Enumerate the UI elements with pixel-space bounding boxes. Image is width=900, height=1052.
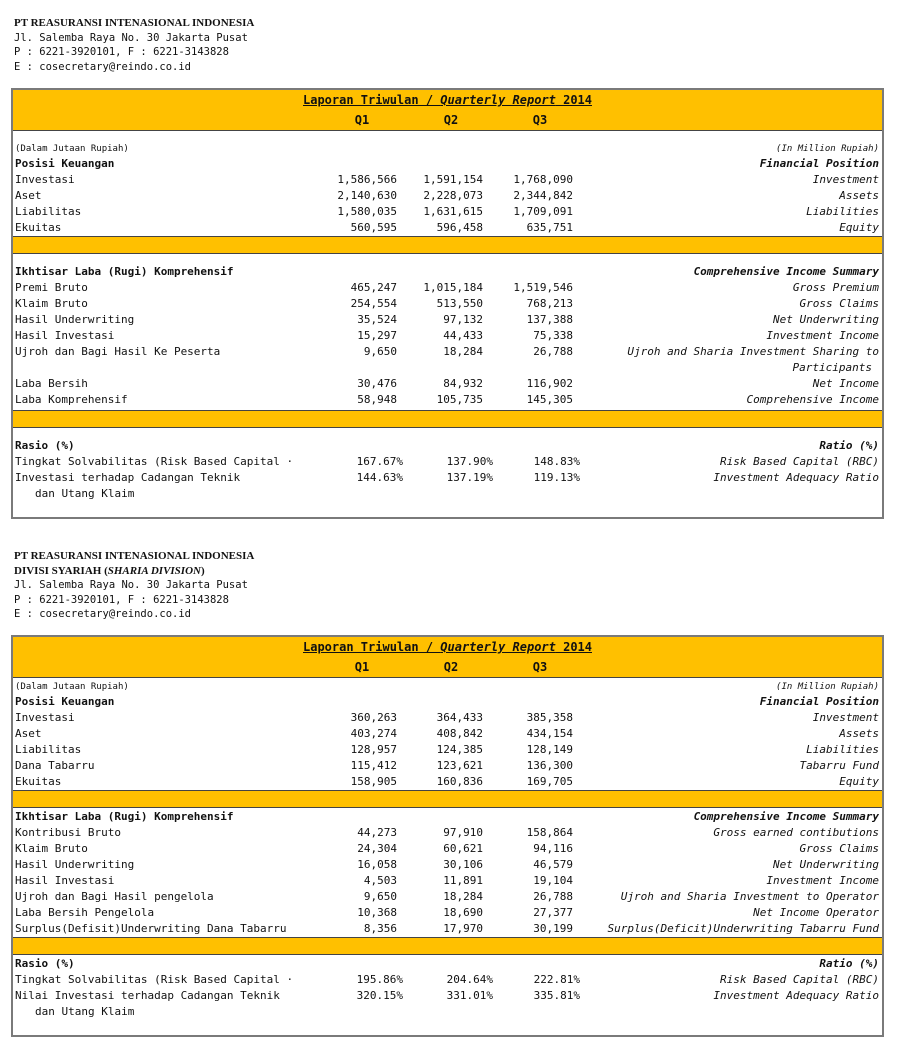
- value-q2: 97,910: [443, 826, 483, 839]
- report-title-part-b: Quarterly Report: [440, 640, 556, 654]
- row-label-id: Laba Bersih Pengelola: [15, 906, 155, 919]
- company-phone: P : 6221-3920101, F : 6221-3143828: [14, 593, 229, 606]
- value-q2: 123,621: [436, 759, 483, 772]
- value-q2: 364,433: [436, 711, 483, 724]
- section-title-ratio-id: Rasio (%): [15, 957, 75, 970]
- value-q1: 4,503: [363, 874, 397, 887]
- value-q1: 8,356: [363, 922, 397, 935]
- row-label-id: Aset: [15, 189, 42, 202]
- value-q3: 30,199: [533, 922, 573, 935]
- unit-label-id: (Dalam Jutaan Rupiah): [15, 682, 129, 692]
- value-q3: 1,519,546: [513, 281, 573, 294]
- col-header-q3: Q3: [532, 113, 548, 127]
- company-phone: P : 6221-3920101, F : 6221-3143828: [14, 46, 229, 59]
- section-title-financial-en: Financial Position: [759, 695, 879, 708]
- section-title-financial-en: Financial Position: [759, 157, 879, 170]
- value-q1: 10,368: [357, 906, 397, 919]
- value-q2: 204.64%: [446, 973, 493, 986]
- value-q1: 58,948: [357, 393, 397, 406]
- company-email: E : cosecretary@reindo.co.id: [14, 608, 192, 621]
- value-q1: 144.63%: [356, 471, 403, 484]
- company-address: Jl. Salemba Raya No. 30 Jakarta Pusat: [14, 579, 248, 592]
- row-label-id: Hasil Investasi: [15, 874, 115, 887]
- value-q2: 97,132: [443, 313, 483, 326]
- value-q2: 1,591,154: [423, 173, 483, 186]
- row-label-en: Risk Based Capital (RBC): [720, 455, 879, 468]
- company-email: E : cosecretary@reindo.co.id: [14, 60, 192, 73]
- value-q1: 35,524: [357, 313, 397, 326]
- value-q3: 75,338: [533, 329, 573, 342]
- row-label-id: Surplus(Defisit)Underwriting Dana Tabarru: [15, 922, 287, 935]
- row-label-en: Gross Claims: [799, 297, 879, 310]
- value-q1: 9,650: [363, 890, 397, 903]
- division-name: [14, 564, 254, 579]
- section-title-financial-id: Posisi Keuangan: [15, 695, 115, 708]
- row-label-id: Investasi terhadap Cadangan Teknik: [15, 471, 241, 484]
- report-title-part-c: 2014: [555, 93, 592, 107]
- section-title-income-en: Comprehensive Income Summary: [693, 265, 879, 278]
- value-q3: 145,305: [526, 393, 573, 406]
- value-q3: 169,705: [526, 775, 573, 788]
- row-label-id: Ekuitas: [15, 221, 62, 234]
- row-label-en: Net Income: [812, 377, 879, 390]
- value-q2: 18,284: [443, 345, 483, 358]
- col-header-q1: Q1: [354, 113, 370, 127]
- row-label-id-cont: dan Utang Klaim: [35, 1005, 135, 1018]
- value-q1: 1,586,566: [337, 173, 397, 186]
- report-title-part-b: Quarterly Report: [440, 93, 556, 107]
- value-q1: 320.15%: [356, 989, 403, 1002]
- value-q1: 44,273: [357, 826, 397, 839]
- row-label-en: Tabarru Fund: [799, 759, 879, 772]
- quarterly-report-conventional: [11, 88, 884, 519]
- row-label-en: Investment Income: [766, 874, 879, 887]
- value-q2: 1,631,615: [423, 205, 483, 218]
- separator-band: [13, 937, 882, 955]
- value-q3: 335.81%: [533, 989, 580, 1002]
- row-label-en: Gross Premium: [792, 281, 879, 294]
- row-label-id: Liabilitas: [15, 743, 82, 756]
- value-q3: 635,751: [526, 221, 573, 234]
- value-q2: 137.90%: [446, 455, 493, 468]
- row-label-en: Investment: [812, 711, 879, 724]
- row-label-en: Net Income Operator: [753, 906, 879, 919]
- row-label-en: Liabilities: [806, 205, 879, 218]
- value-q3: 27,377: [533, 906, 573, 919]
- row-label-en: Investment Adequacy Ratio: [713, 471, 879, 484]
- row-label-id: Hasil Underwriting: [15, 313, 135, 326]
- value-q2: 18,284: [443, 890, 483, 903]
- value-q1: 403,274: [350, 727, 397, 740]
- value-q3: 148.83%: [533, 455, 580, 468]
- section-title-ratio-id: Rasio (%): [15, 439, 75, 452]
- value-q3: 2,344,842: [513, 189, 573, 202]
- row-label-en: Net Underwriting: [773, 313, 879, 326]
- unit-label-en: (In Million Rupiah): [776, 144, 879, 154]
- company-name: PT REASURANSI INTENASIONAL INDONESIA: [14, 550, 255, 562]
- report-title-part-a: Laporan Triwulan /: [303, 93, 441, 107]
- row-label-id: Ekuitas: [15, 775, 62, 788]
- division-name-part-a: DIVISI SYARIAH (: [14, 564, 108, 577]
- row-label-id: Hasil Underwriting: [15, 858, 135, 871]
- separator-band: [13, 236, 882, 254]
- separator-band: [13, 410, 882, 428]
- report-title: [13, 93, 882, 107]
- row-label-en: Equity: [839, 775, 879, 788]
- company-header-sharia: [14, 549, 254, 622]
- row-label-id: Tingkat Solvabilitas (Risk Based Capital ·: [15, 973, 294, 986]
- row-label-id: Investasi: [15, 173, 75, 186]
- value-q3: 768,213: [526, 297, 573, 310]
- row-label-id: Kontribusi Bruto: [15, 826, 121, 839]
- value-q3: 26,788: [533, 890, 573, 903]
- value-q2: 30,106: [443, 858, 483, 871]
- row-label-en: Investment Income: [766, 329, 879, 342]
- value-q2: 17,970: [443, 922, 483, 935]
- value-q1: 465,247: [350, 281, 397, 294]
- separator-band: [13, 790, 882, 808]
- row-label-en: Gross Claims: [799, 842, 879, 855]
- row-label-id: Dana Tabarru: [15, 759, 95, 772]
- value-q1: 16,058: [357, 858, 397, 871]
- row-label-en: Assets: [839, 189, 879, 202]
- value-q3: 46,579: [533, 858, 573, 871]
- value-q3: 128,149: [526, 743, 573, 756]
- value-q2: 60,621: [443, 842, 483, 855]
- col-header-q3: Q3: [532, 660, 548, 674]
- value-q1: 2,140,630: [337, 189, 397, 202]
- value-q2: 513,550: [436, 297, 483, 310]
- row-label-id: Laba Bersih: [15, 377, 88, 390]
- company-name: PT REASURANSI INTENASIONAL INDONESIA: [14, 17, 255, 29]
- section-title-income-id: Ikhtisar Laba (Rugi) Komprehensif: [15, 265, 234, 278]
- value-q2: 105,735: [436, 393, 483, 406]
- row-label-id: Liabilitas: [15, 205, 82, 218]
- value-q3: 1,768,090: [513, 173, 573, 186]
- value-q3: 26,788: [533, 345, 573, 358]
- row-label-en: Comprehensive Income: [746, 393, 879, 406]
- section-title-income-en: Comprehensive Income Summary: [693, 810, 879, 823]
- value-q2: 44,433: [443, 329, 483, 342]
- row-label-id: Ujroh dan Bagi Hasil Ke Peserta: [15, 345, 221, 358]
- row-label-en: Equity: [839, 221, 879, 234]
- company-header-conventional: [14, 16, 254, 74]
- value-q1: 254,554: [350, 297, 397, 310]
- value-q2: 84,932: [443, 377, 483, 390]
- report-title-part-a: Laporan Triwulan /: [303, 640, 441, 654]
- report-title: [13, 640, 882, 654]
- company-address: Jl. Salemba Raya No. 30 Jakarta Pusat: [14, 31, 248, 44]
- value-q1: 9,650: [363, 345, 397, 358]
- value-q2: 18,690: [443, 906, 483, 919]
- value-q2: 124,385: [436, 743, 483, 756]
- row-label-id: Aset: [15, 727, 42, 740]
- value-q2: 160,836: [436, 775, 483, 788]
- value-q1: 195.86%: [356, 973, 403, 986]
- section-title-ratio-en: Ratio (%): [819, 957, 879, 970]
- unit-label-id: (Dalam Jutaan Rupiah): [15, 144, 129, 154]
- value-q2: 596,458: [436, 221, 483, 234]
- value-q3: 1,709,091: [513, 205, 573, 218]
- value-q3: 137,388: [526, 313, 573, 326]
- row-label-id: Tingkat Solvabilitas (Risk Based Capital ·: [15, 455, 294, 468]
- value-q1: 24,304: [357, 842, 397, 855]
- row-label-en: Assets: [839, 727, 879, 740]
- row-label-id: Nilai Investasi terhadap Cadangan Teknik: [15, 989, 280, 1002]
- value-q2: 1,015,184: [423, 281, 483, 294]
- section-title-income-id: Ikhtisar Laba (Rugi) Komprehensif: [15, 810, 234, 823]
- value-q3: 119.13%: [533, 471, 580, 484]
- value-q3: 434,154: [526, 727, 573, 740]
- row-label-en: Risk Based Capital (RBC): [720, 973, 879, 986]
- section-title-ratio-en: Ratio (%): [819, 439, 879, 452]
- row-label-en: Gross earned contibutions: [713, 826, 879, 839]
- row-label-id-cont: dan Utang Klaim: [35, 487, 135, 500]
- row-label-id: Laba Komprehensif: [15, 393, 128, 406]
- row-label-en: Ujroh and Sharia Investment to Operator: [620, 890, 879, 903]
- value-q1: 360,263: [350, 711, 397, 724]
- value-q2: 408,842: [436, 727, 483, 740]
- unit-label-en: (In Million Rupiah): [776, 682, 879, 692]
- row-label-en: Surplus(Deficit)Underwriting Tabarru Fund: [607, 922, 879, 935]
- value-q3: 158,864: [526, 826, 573, 839]
- value-q1: 560,595: [350, 221, 397, 234]
- value-q2: 331.01%: [446, 989, 493, 1002]
- col-header-q1: Q1: [354, 660, 370, 674]
- value-q1: 115,412: [350, 759, 397, 772]
- division-name-part-c: ): [200, 564, 205, 577]
- row-label-id: Premi Bruto: [15, 281, 88, 294]
- row-label-en-cont: Participants: [792, 361, 872, 374]
- row-label-id: Investasi: [15, 711, 75, 724]
- row-label-id: Hasil Investasi: [15, 329, 115, 342]
- col-header-q2: Q2: [443, 660, 459, 674]
- value-q1: 128,957: [350, 743, 397, 756]
- row-label-id: Ujroh dan Bagi Hasil pengelola: [15, 890, 214, 903]
- value-q1: 30,476: [357, 377, 397, 390]
- row-label-en: Investment Adequacy Ratio: [713, 989, 879, 1002]
- row-label-id: Klaim Bruto: [15, 297, 88, 310]
- value-q3: 385,358: [526, 711, 573, 724]
- col-header-q2: Q2: [443, 113, 459, 127]
- row-label-en: Liabilities: [806, 743, 879, 756]
- row-label-en: Ujroh and Sharia Investment Sharing to: [627, 345, 879, 358]
- value-q3: 222.81%: [533, 973, 580, 986]
- value-q2: 11,891: [443, 874, 483, 887]
- value-q3: 19,104: [533, 874, 573, 887]
- division-name-part-b: SHARIA DIVISION: [107, 564, 201, 577]
- section-title-financial-id: Posisi Keuangan: [15, 157, 115, 170]
- report-title-part-c: 2014: [555, 640, 592, 654]
- value-q3: 136,300: [526, 759, 573, 772]
- value-q2: 137.19%: [446, 471, 493, 484]
- row-label-en: Net Underwriting: [773, 858, 879, 871]
- row-label-en: Investment: [812, 173, 879, 186]
- value-q1: 158,905: [350, 775, 397, 788]
- value-q3: 116,902: [526, 377, 573, 390]
- value-q1: 1,580,035: [337, 205, 397, 218]
- value-q3: 94,116: [533, 842, 573, 855]
- row-label-id: Klaim Bruto: [15, 842, 88, 855]
- value-q1: 15,297: [357, 329, 397, 342]
- quarterly-report-sharia: [11, 635, 884, 1037]
- value-q2: 2,228,073: [423, 189, 483, 202]
- value-q1: 167.67%: [356, 455, 403, 468]
